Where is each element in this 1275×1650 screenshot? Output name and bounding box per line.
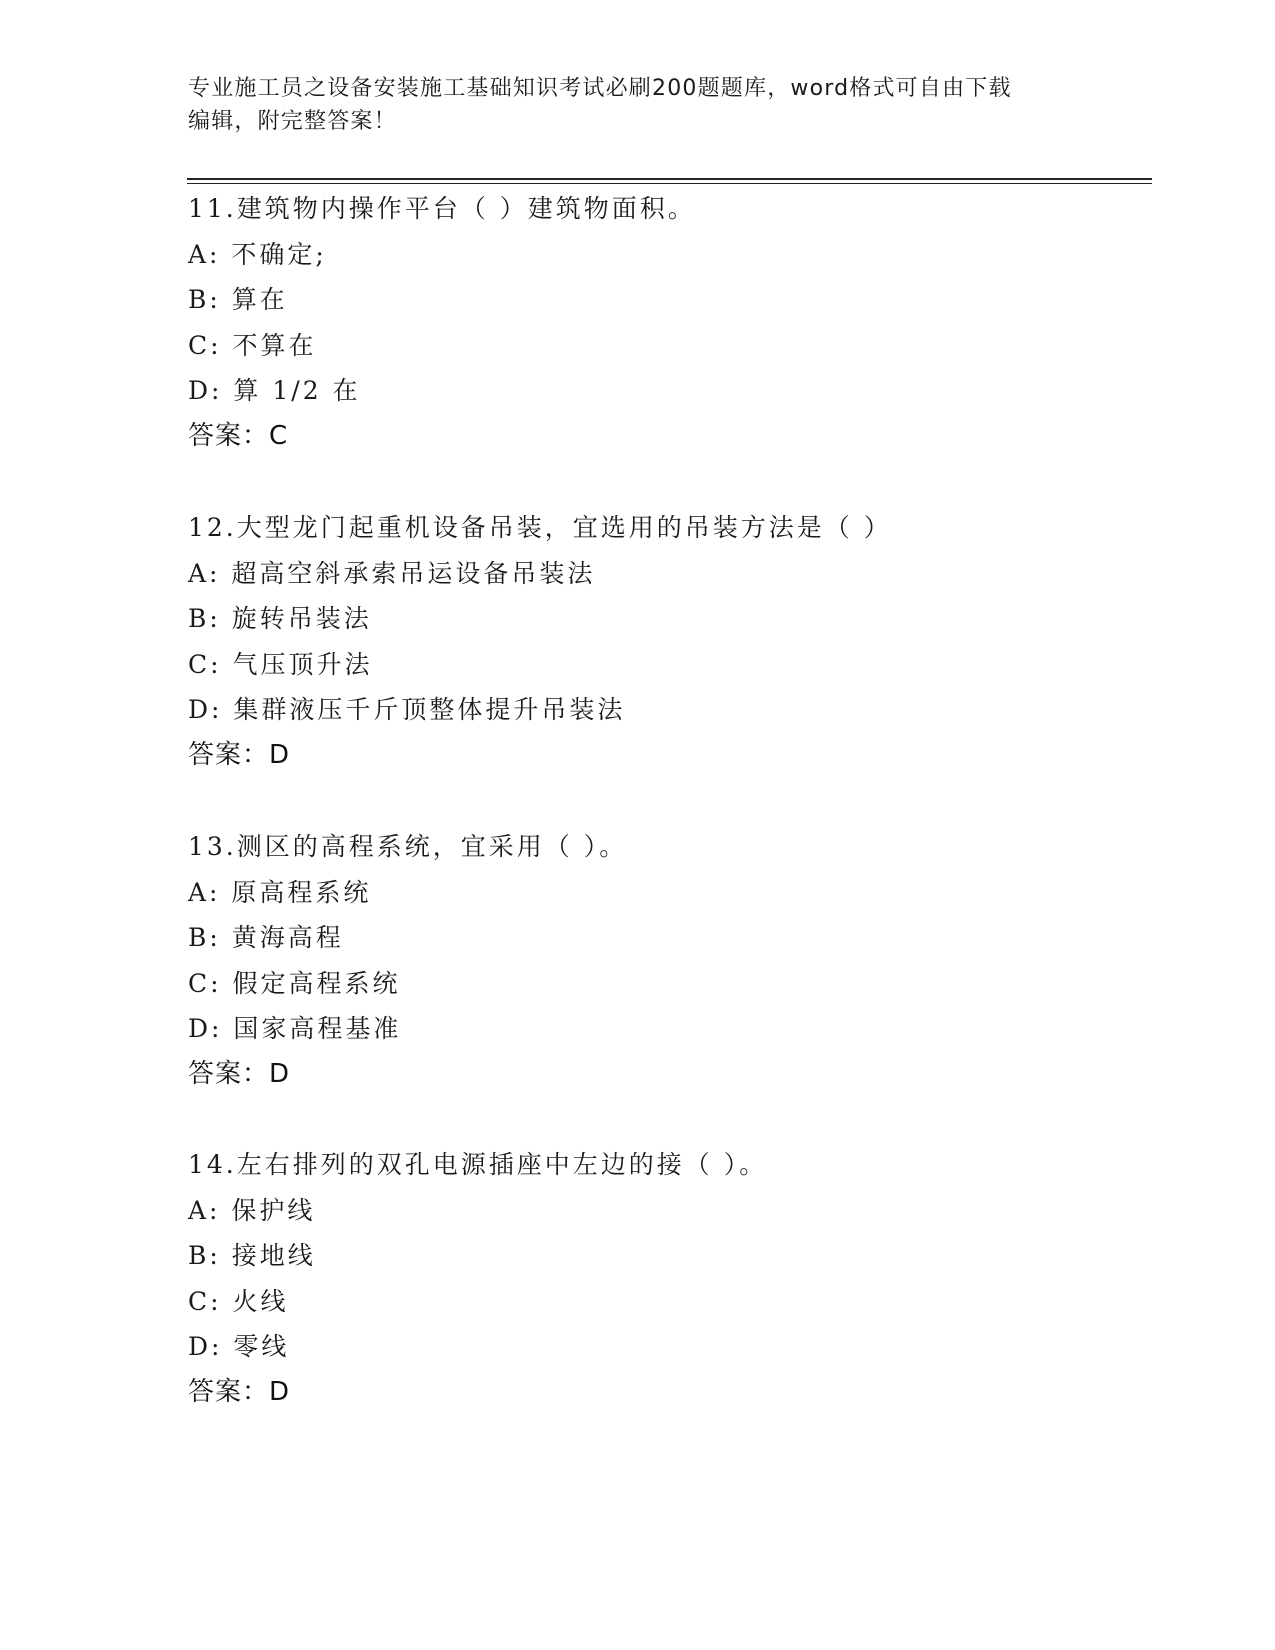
answer-label: 答案：D [188, 1376, 291, 1407]
document-header [188, 72, 1088, 138]
header-title-line-1: 专业施工员之设备安装施工基础知识考试必刷200题题库，word格式可自由下载 [188, 76, 1012, 101]
question-title: 11.建筑物内操作平台（ ）建筑物面积。 [188, 194, 696, 223]
header-title-line-2: 编辑，附完整答案！ [188, 109, 397, 134]
option-d: D: 零线 [188, 1332, 290, 1361]
answer-label: 答案：D [188, 739, 291, 770]
header-divider-thin [187, 183, 1152, 184]
option-a: A: 不确定; [188, 239, 327, 269]
option-a: A: 保护线 [188, 1195, 316, 1225]
option-c: C: 不算在 [188, 330, 317, 360]
option-b: B: 算在 [188, 285, 288, 314]
answer-label: 答案：D [188, 1058, 291, 1089]
question-title: 14.左右排列的双孔电源插座中左边的接（ ）。 [188, 1150, 768, 1179]
option-d: D: 国家高程基准 [188, 1014, 402, 1043]
answer-label: 答案：C [188, 420, 289, 451]
question-block [188, 824, 1148, 1097]
option-c: C: 假定高程系统 [188, 968, 401, 998]
question-block [188, 505, 1148, 778]
option-a: A: 原高程系统 [188, 877, 372, 907]
option-c: C: 火线 [188, 1286, 289, 1316]
option-d: D: 集群液压千斤顶整体提升吊装法 [188, 695, 626, 724]
option-b: B: 旋转吊装法 [188, 604, 372, 633]
header-divider-thick [187, 178, 1152, 180]
question-title: 13.测区的高程系统，宜采用（ ）。 [188, 832, 628, 861]
option-c: C: 气压顶升法 [188, 649, 373, 679]
option-d: D: 算 1/2 在 [188, 376, 361, 405]
option-b: B: 接地线 [188, 1241, 316, 1270]
question-block [188, 186, 1148, 459]
option-a: A: 超高空斜承索吊运设备吊装法 [188, 558, 596, 588]
option-b: B: 黄海高程 [188, 923, 344, 952]
question-title: 12.大型龙门起重机设备吊装，宜选用的吊装方法是（ ） [188, 513, 892, 542]
question-block [188, 1142, 1148, 1415]
